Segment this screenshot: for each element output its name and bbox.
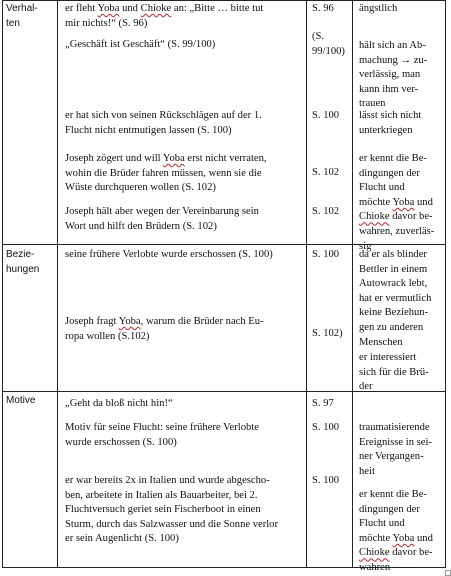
quote-text-line: Sturm, durch das Salzwasser und die Sonne verlor (65, 518, 279, 530)
quote-text-line: seine frühere Verlobte wurde erschossen (S. 100) (65, 249, 273, 260)
notes-table (2, 0, 446, 573)
interpretation-line: Chioke davor be- (359, 211, 433, 223)
quote-text-line: er sein Augenlicht (S. 100) (65, 533, 179, 545)
interpretation-line: traumatisierende (359, 422, 430, 433)
interpretation-line: machung → zu- (359, 54, 428, 66)
page-reference: S. 100 (312, 110, 340, 121)
interpretation-line: er kennt die Be- (359, 153, 427, 164)
interpretation-line: er interessiert (359, 352, 417, 363)
interpretation-line: Menschen (359, 336, 403, 348)
interpretation-line: Autowrack lebt, (359, 278, 428, 290)
row-category-label: hungen (6, 263, 40, 275)
row-category-label: Bezie- (6, 249, 35, 260)
quote-text-line: Wort und hilft den Brüdern (S. 102) (65, 220, 217, 232)
interpretation-line: Ereignisse in sei- (359, 436, 432, 448)
interpretation-line: Flucht und (359, 182, 405, 194)
interpretation-line: er kennt die Be- (359, 489, 427, 500)
quote-text-line: wurde erschossen (S. 100) (65, 436, 177, 448)
interpretation-line: wahren (359, 562, 391, 573)
interpretation-line: unterkriegen (359, 124, 413, 136)
row-divider (2, 244, 446, 245)
row-category-label: Motive (6, 395, 36, 406)
quote-text-line: Joseph fragt Yoba, warum die Brüder nach Eu- (65, 316, 264, 327)
spellcheck-flagged-word[interactable]: Yoba (162, 153, 185, 164)
spellcheck-flagged-word[interactable]: Yoba (97, 3, 120, 14)
interpretation-line: Bettler in einem (359, 263, 428, 275)
table-border-right (445, 1, 446, 567)
page-reference: S. 100 (312, 249, 340, 260)
interpretation-line: wahren, zuverläs- (359, 226, 435, 237)
page-reference: S. 96 (312, 3, 334, 14)
interpretation-line: gen zu anderen (359, 322, 424, 333)
quote-text-line: ropa wollen (S.102) (65, 330, 150, 342)
spellcheck-flagged-word[interactable]: Yoba (392, 196, 415, 208)
quote-text-line: „Geschäft ist Geschäft“ (S. 99/100) (65, 39, 216, 50)
page-reference: 99/100) (312, 45, 345, 57)
interpretation-line: sich für die Brü- (359, 366, 429, 378)
interpretation-line: ner Vergangen- (359, 451, 424, 463)
interpretation-line: sig (359, 240, 372, 252)
interpretation-line: trauen (359, 98, 386, 110)
quote-text-line: Fluchtversuch geriet sein Fischerboot in einen (65, 504, 261, 516)
page-reference: S. 100 (312, 475, 340, 486)
page-reference: S. 102 (312, 167, 340, 178)
quote-text-line: mir nichts!“ (S. 96) (65, 17, 148, 29)
interpretation-line: lässt sich nicht (359, 110, 422, 121)
spellcheck-flagged-word[interactable]: Yoba (118, 316, 141, 327)
quote-text-line: wohin die Brüder fahren müssen, wenn sie die (65, 167, 262, 179)
quote-text-line: Joseph zögert und will Yoba erst nicht verraten, (65, 153, 267, 164)
quote-text-line: ben, arbeitete in Italien als Bauarbeiter, bei 2. (65, 489, 258, 501)
interpretation-line: da er als blinder (359, 249, 427, 260)
spellcheck-flagged-word[interactable]: Yoba (392, 532, 415, 544)
spellcheck-flagged-word[interactable]: Chioke (359, 211, 390, 223)
quote-text-line: Motiv für seine Flucht: seine frühere Verlobte (65, 422, 259, 433)
interpretation-line: dingungen der (359, 503, 420, 515)
interpretation-line: keine Beziehun- (359, 307, 429, 319)
interpretation-line: möchte Yoba und (359, 532, 433, 544)
resize-handle[interactable] (445, 570, 451, 576)
column-divider (352, 1, 353, 567)
interpretation-line: Flucht und (359, 518, 405, 530)
row-category-label: Verhal- (6, 3, 38, 14)
quote-text-line: Flucht nicht entmutigen lassen (S. 100) (65, 124, 232, 136)
interpretation-line: der (359, 381, 373, 393)
row-category-label: ten (6, 17, 20, 29)
column-divider (57, 1, 58, 567)
spellcheck-flagged-word[interactable]: Chioke (359, 547, 390, 559)
column-divider (306, 1, 307, 567)
quote-text-line: er hat sich von seinen Rückschlägen auf der 1. (65, 110, 262, 121)
table-border-left (2, 1, 3, 567)
interpretation-line: möchte Yoba und (359, 196, 433, 208)
page-reference: S. 102) (312, 328, 343, 339)
spellcheck-flagged-word[interactable]: Chioke (140, 3, 172, 14)
interpretation-line: dingungen der (359, 167, 420, 179)
page-reference: S. 97 (312, 398, 334, 409)
page-reference: S. 102 (312, 206, 340, 217)
interpretation-line: kann ihm ver- (359, 83, 419, 95)
interpretation-line: heit (359, 465, 375, 477)
interpretation-line: verlässig, man (359, 69, 421, 81)
row-divider (2, 391, 446, 392)
page-reference: (S. (312, 31, 325, 42)
interpretation-line: hält sich an Ab- (359, 40, 426, 51)
interpretation-line: hat er vermutlich (359, 292, 432, 304)
quote-text-line: er fleht Yoba und Chioke an: „Bitte … bitte tut (65, 3, 264, 14)
quote-text-line: er war bereits 2x in Italien und wurde abgescho- (65, 475, 270, 486)
quote-text-line: Wüste durchqueren wollen (S. 102) (65, 182, 216, 194)
quote-text-line: Joseph hält aber wegen der Vereinbarung sein (65, 206, 259, 217)
interpretation-line: Chioke davor be- (359, 547, 433, 559)
page-reference: S. 100 (312, 422, 340, 433)
interpretation-line: ängstlich (359, 3, 398, 14)
quote-text-line: „Geht da bloß nicht hin!“ (65, 398, 173, 409)
